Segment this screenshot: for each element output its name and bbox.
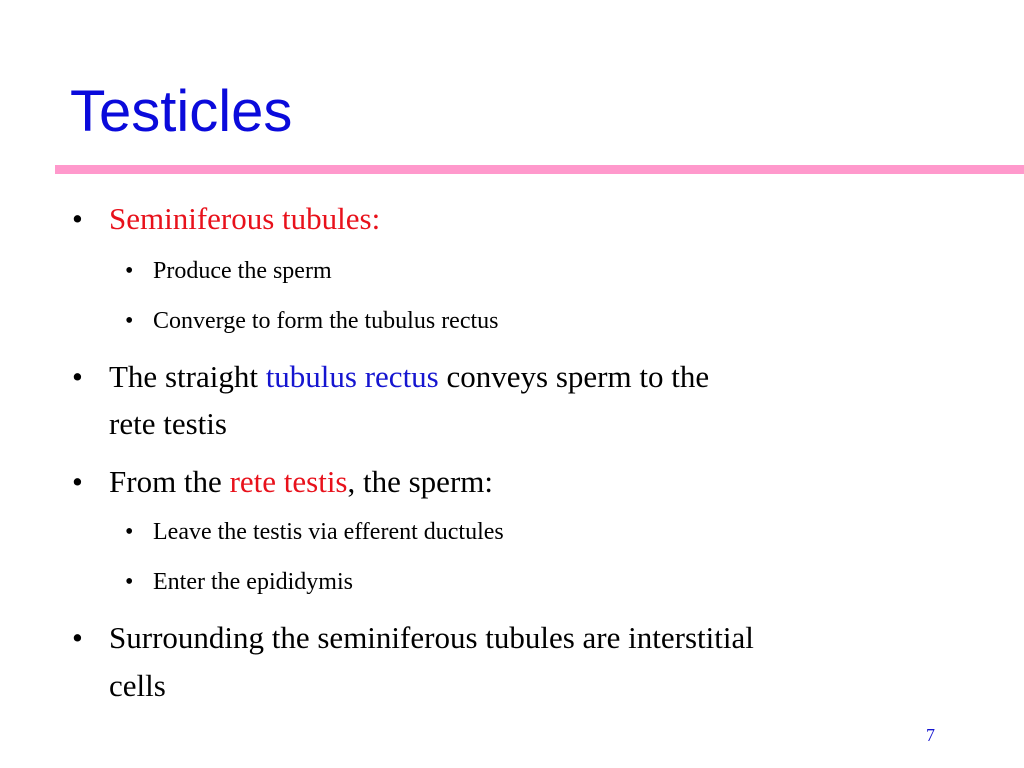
bullet-emphasis: tubulus rectus	[265, 359, 439, 394]
bullet-text: Surrounding the seminiferous tubules are interstitial	[109, 620, 754, 655]
bullet-text: rete testis	[109, 406, 227, 441]
bullet-tubulus-rectus	[72, 355, 710, 398]
bullet-interstitial-cells	[72, 616, 754, 659]
bullet-emphasis: rete testis	[229, 464, 348, 499]
bullet-dot: •	[72, 359, 83, 394]
bullet-continuation	[109, 402, 227, 445]
bullet-dot: •	[125, 519, 134, 545]
sub-bullet-produce-sperm	[125, 255, 332, 287]
sub-bullet-efferent-ductules	[125, 516, 504, 548]
bullet-seminiferous-tubules	[72, 197, 381, 240]
bullet-text: Enter the epididymis	[153, 569, 353, 595]
page-number: 7	[926, 725, 935, 745]
bullet-text: Converge to form the tubulus rectus	[153, 308, 499, 334]
bullet-text-after: conveys sperm to the	[438, 359, 710, 394]
bullet-text: cells	[109, 668, 166, 703]
bullet-text: Seminiferous tubules:	[109, 201, 381, 236]
bullet-text: Leave the testis via efferent ductules	[153, 519, 504, 545]
bullet-continuation	[109, 664, 166, 707]
sub-bullet-converge	[125, 305, 499, 337]
bullet-dot: •	[125, 258, 134, 284]
bullet-rete-testis	[72, 460, 493, 503]
slide-title: Testicles	[70, 79, 293, 144]
bullet-text-before: From the	[109, 464, 230, 499]
bullet-dot: •	[72, 620, 83, 655]
bullet-text: Produce the sperm	[153, 258, 332, 284]
bullet-dot: •	[125, 308, 134, 334]
bullet-dot: •	[125, 569, 134, 595]
bullet-dot: •	[72, 464, 83, 499]
bullet-text-after: , the sperm:	[347, 464, 493, 499]
bullet-dot: •	[72, 201, 83, 236]
sub-bullet-epididymis	[125, 566, 353, 598]
bullet-text-before: The straight	[109, 359, 266, 394]
